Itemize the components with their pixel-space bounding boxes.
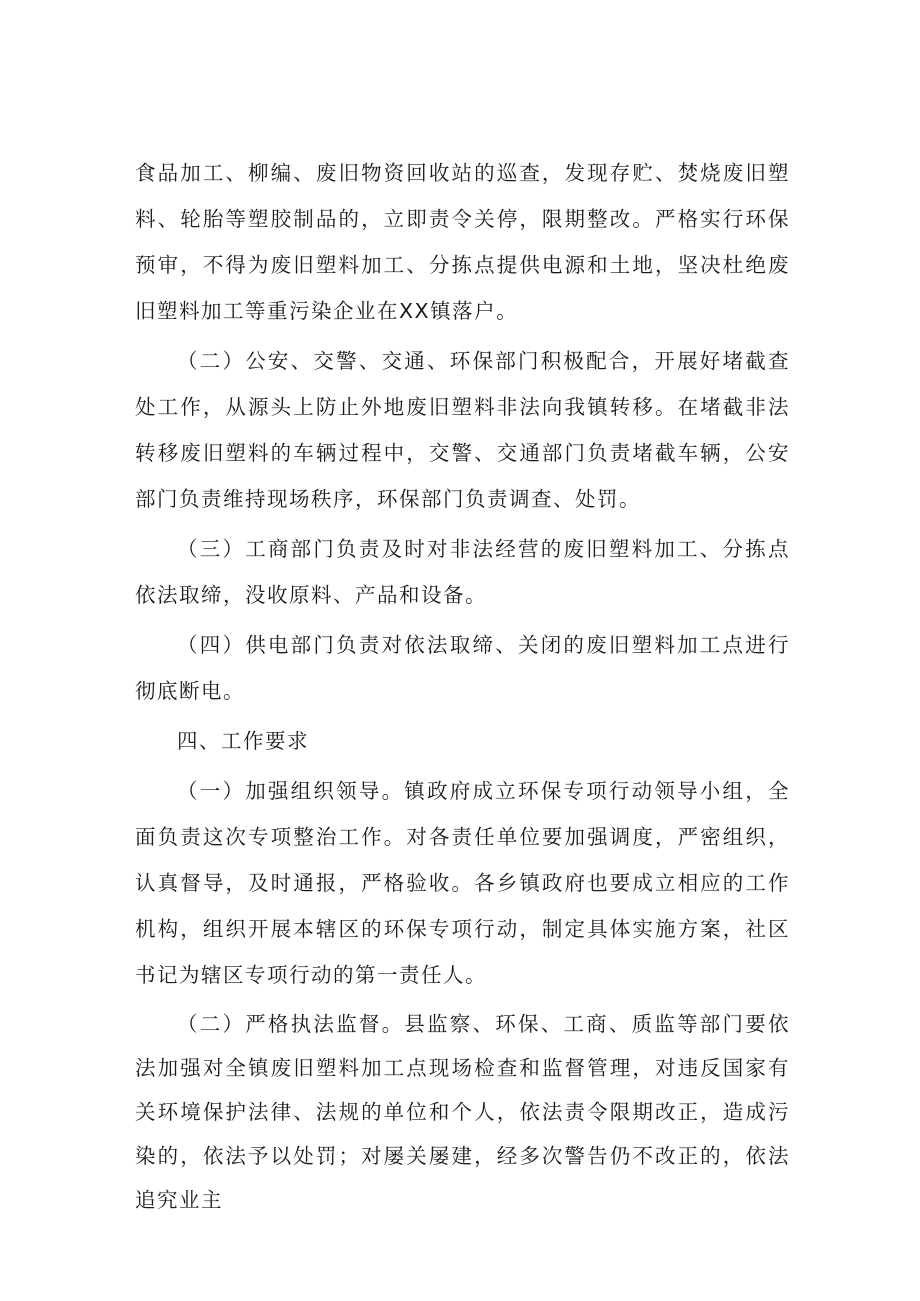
section-heading-work-requirements: 四、工作要求: [177, 729, 309, 753]
paragraph-item-3: （三）工商部门负责及时对非法经营的废旧塑料加工、分拣点依法取缔，没收原料、产品和设备。: [135, 537, 790, 607]
paragraph-item-2: （二）公安、交警、交通、环保部门积极配合，开展好堵截查处工作，从源头上防止外地废旧塑料非法向我镇转移。在堵截非法转移废旧塑料的车辆过程中，交警、交通部门负责堵截车辆，公安部门负责维持现场秩序，环保部门负责调查、处罚。: [135, 349, 790, 511]
paragraph-requirement-1: （一）加强组织领导。镇政府成立环保专项行动领导小组，全面负责这次专项整治工作。对各责任单位要加强调度，严密组织，认真督导，及时通报，严格验收。各乡镇政府也要成立相应的工作机构，组织开展本辖区的环保专项行动，制定具体实施方案，社区书记为辖区专项行动的第一责任人。: [135, 779, 790, 987]
paragraph-requirement-2: （二）严格执法监督。县监察、环保、工商、质监等部门要依法加强对全镇废旧塑料加工点现场检查和监督管理，对违反国家有关环境保护法律、法规的单位和个人，依法责令限期改正，造成污染的，依法予以处罚；对屡关屡建，经多次警告仍不改正的，依法追究业主: [135, 1012, 790, 1212]
paragraph-item-4: （四）供电部门负责对依法取缔、关闭的废旧塑料加工点进行彻底断电。: [135, 633, 790, 703]
paragraph-continuation: 食品加工、柳编、废旧物资回收站的巡查，发现存贮、焚烧废旧塑料、轮胎等塑胶制品的，立即责令关停，限期整改。严格实行环保预审，不得为废旧塑料加工、分拣点提供电源和土地，坚决杜绝废旧塑料加工等重污染企业在XX镇落户。: [135, 161, 790, 323]
document-body: [135, 150, 790, 1222]
